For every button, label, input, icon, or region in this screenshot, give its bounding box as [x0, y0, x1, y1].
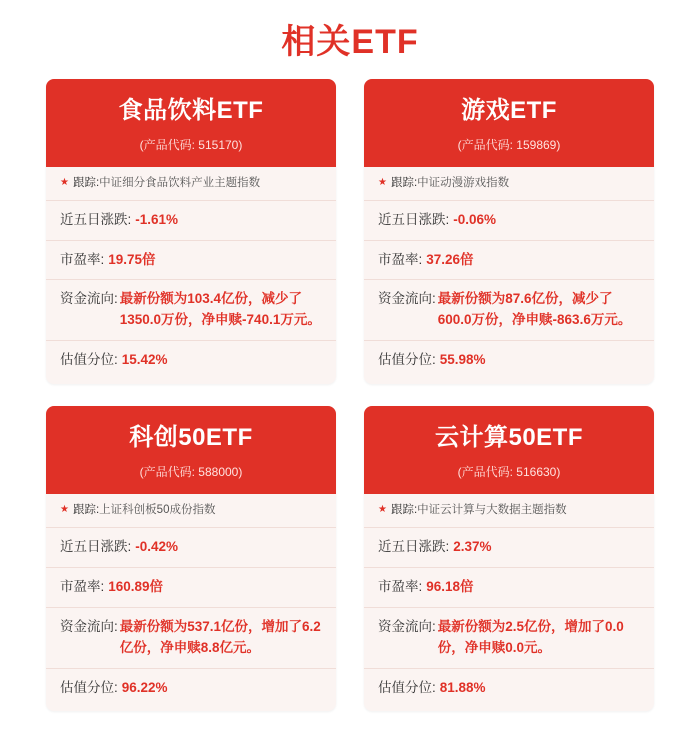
etf-card-header: [364, 79, 654, 167]
etf-fund-flow-row: [364, 280, 654, 341]
valuation-value: 15.42%: [121, 352, 168, 368]
etf-card-header: [46, 79, 336, 167]
etf-track-row: [364, 494, 654, 528]
valuation-label: 估值分位:: [60, 679, 118, 695]
pe-ratio-value: 37.26倍: [426, 251, 474, 267]
etf-fund-flow-row: [46, 608, 336, 669]
star-icon: ★: [378, 176, 387, 188]
five-day-change-value: -1.61%: [135, 211, 179, 227]
etf-track-row: [46, 494, 336, 528]
track-value: 上证科创板50成份指数: [99, 504, 216, 517]
etf-five-day-change-row: [364, 201, 654, 241]
track-value: 中证云计算与大数据主题指数: [417, 504, 567, 517]
fund-flow-label: 资金流向:: [378, 291, 436, 307]
etf-track-row: [46, 167, 336, 201]
etf-name: 云计算50ETF: [434, 424, 584, 452]
etf-card[interactable]: [46, 406, 336, 711]
etf-fund-flow-row: [364, 608, 654, 669]
pe-ratio-label: 市盈率:: [60, 578, 105, 594]
etf-code: (产品代码: 515170): [139, 137, 243, 152]
etf-pe-ratio-row: [46, 241, 336, 281]
pe-ratio-value: 96.18倍: [426, 578, 474, 594]
etf-pe-ratio-row: [364, 568, 654, 608]
fund-flow-label: 资金流向:: [60, 618, 118, 634]
track-value: 中证细分食品饮料产业主题指数: [99, 176, 261, 189]
etf-card-body: [364, 167, 654, 384]
five-day-change-value: -0.06%: [453, 211, 497, 227]
valuation-label: 估值分位:: [60, 352, 118, 368]
star-icon: ★: [60, 176, 69, 188]
pe-ratio-value: 19.75倍: [108, 251, 156, 267]
etf-code: (产品代码: 159869): [457, 137, 561, 152]
etf-code: (产品代码: 516630): [457, 465, 561, 480]
pe-ratio-label: 市盈率:: [378, 251, 423, 267]
track-label: 跟踪:: [72, 176, 100, 189]
etf-card-body: [46, 167, 336, 384]
fund-flow-value: 最新份额为87.6亿份，减少了600.0万份，净申赎-863.6万元。: [437, 291, 632, 328]
etf-name: 食品饮料ETF: [118, 97, 264, 124]
fund-flow-value: 最新份额为2.5亿份，增加了0.0份，净申赎0.0元。: [437, 618, 624, 655]
etf-five-day-change-row: [364, 528, 654, 568]
star-icon: ★: [378, 504, 387, 516]
etf-valuation-row: [46, 341, 336, 380]
etf-name: 游戏ETF: [461, 97, 557, 124]
track-label: 跟踪:: [72, 504, 100, 517]
five-day-change-value: 2.37%: [453, 538, 492, 554]
five-day-change-label: 近五日涨跌:: [378, 211, 450, 227]
five-day-change-label: 近五日涨跌:: [60, 538, 132, 554]
etf-card[interactable]: [364, 406, 654, 711]
etf-valuation-row: [364, 341, 654, 380]
valuation-value: 96.22%: [121, 679, 168, 695]
track-label: 跟踪:: [390, 504, 418, 517]
fund-flow-value: 最新份额为537.1亿份，增加了6.2亿份，净申赎8.8亿元。: [119, 618, 321, 655]
etf-pe-ratio-row: [364, 241, 654, 281]
etf-code: (产品代码: 588000): [139, 465, 243, 480]
valuation-label: 估值分位:: [378, 679, 436, 695]
valuation-value: 81.88%: [439, 679, 486, 695]
fund-flow-label: 资金流向:: [60, 291, 118, 307]
etf-card-body: [364, 494, 654, 711]
etf-valuation-row: [364, 669, 654, 708]
etf-card-body: [46, 494, 336, 711]
pe-ratio-label: 市盈率:: [378, 578, 423, 594]
star-icon: ★: [60, 504, 69, 516]
etf-track-row: [364, 167, 654, 201]
page-title: 相关ETF: [281, 23, 419, 61]
five-day-change-label: 近五日涨跌:: [60, 211, 132, 227]
valuation-label: 估值分位:: [378, 352, 436, 368]
etf-valuation-row: [46, 669, 336, 708]
pe-ratio-value: 160.89倍: [108, 578, 164, 594]
etf-card[interactable]: [46, 79, 336, 384]
etf-five-day-change-row: [46, 201, 336, 241]
fund-flow-label: 资金流向:: [378, 618, 436, 634]
etf-name: 科创50ETF: [129, 424, 253, 452]
pe-ratio-label: 市盈率:: [60, 251, 105, 267]
etf-fund-flow-row: [46, 280, 336, 341]
fund-flow-value: 最新份额为103.4亿份，减少了1350.0万份，净申赎-740.1万元。: [119, 291, 321, 328]
track-label: 跟踪:: [390, 176, 418, 189]
valuation-value: 55.98%: [439, 352, 486, 368]
track-value: 中证动漫游戏指数: [417, 176, 510, 189]
five-day-change-label: 近五日涨跌:: [378, 538, 450, 554]
etf-five-day-change-row: [46, 528, 336, 568]
etf-card[interactable]: [364, 79, 654, 384]
etf-card-header: [46, 406, 336, 494]
five-day-change-value: -0.42%: [135, 538, 179, 554]
etf-card-header: [364, 406, 654, 494]
etf-card-grid: [0, 79, 700, 711]
etf-pe-ratio-row: [46, 568, 336, 608]
